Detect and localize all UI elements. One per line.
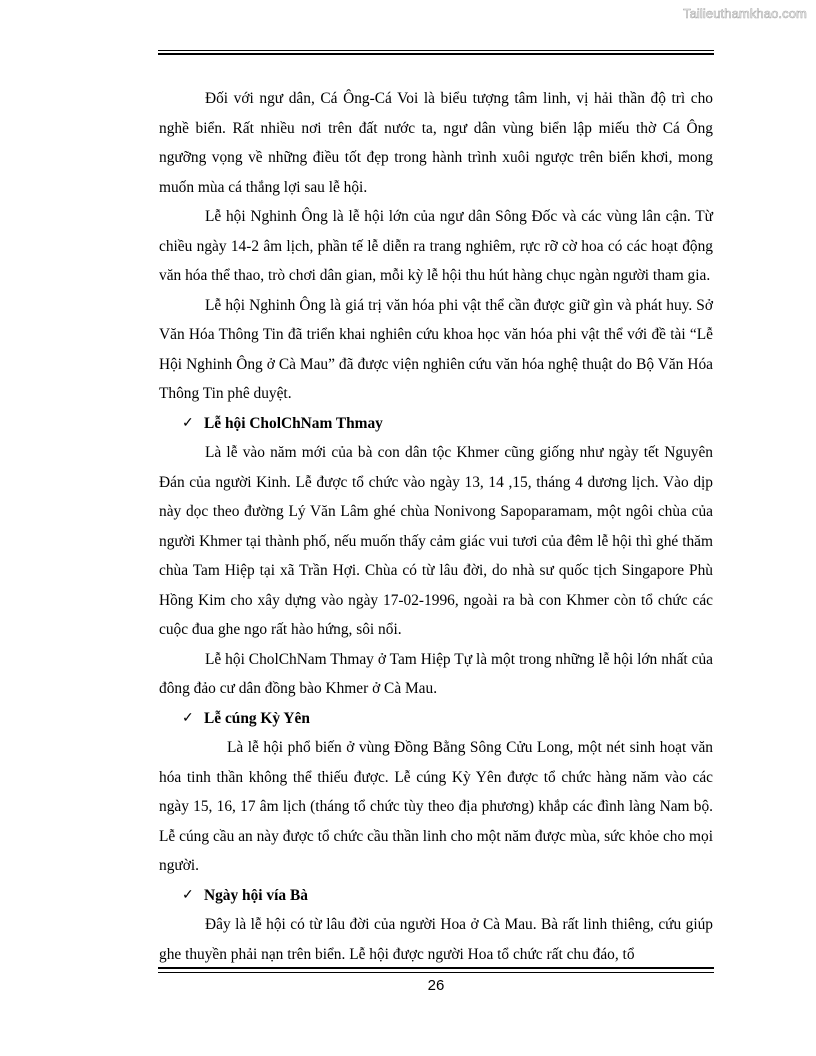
section-heading [159, 704, 713, 734]
page-body [159, 84, 713, 969]
paragraph: Là lễ vào năm mới của bà con dân tộc Khmer cũng giống như ngày tết Nguyên Đán của người Kinh. Lễ được tổ chức vào ngày 13, 14 ,15, tháng 4 dương lịch. Vào dịp này dọc theo đường Lý Văn Lâm ghé chùa Nonivong Sapoparamam, một ngôi chùa của người Khmer tại thành phố, nếu muốn thấy cảm giác vui tươi của đêm lễ hội thì ghé thăm chùa Tam Hiệp tại xã Trần Hợi. Chùa có từ lâu đời, do nhà sư quốc tịch Singapore Phù Hồng Kim cho xây dựng vào ngày 17-02-1996, ngoài ra bà con Khmer còn tổ chức các cuộc đua ghe ngo rất hào hứng, sôi nổi. [159, 444, 713, 638]
section-heading [159, 409, 713, 439]
paragraph: Lễ hội CholChNam Thmay ở Tam Hiệp Tự là một trong những lễ hội lớn nhất của đông đảo cư dân đồng bào Khmer ở Cà Mau. [159, 650, 713, 697]
checkmark-icon: ✓ [182, 415, 194, 431]
section-heading-text: Lễ cúng Kỳ Yên [204, 709, 310, 727]
paragraph: Lễ hội Nghinh Ông là giá trị văn hóa phi vật thể cần được giữ gìn và phát huy. Sở Văn Hóa Thông Tin đã triển khai nghiên cứu khoa học văn hóa phi vật thể với đề tài “Lễ Hội Nghinh Ông ở Cà Mau” đã được viện nghiên cứu văn hóa nghệ thuật do Bộ Văn Hóa Thông Tin phê duyệt. [159, 296, 713, 402]
paragraph: Là lễ hội phổ biến ở vùng Đồng Bằng Sông Cửu Long, một nét sinh hoạt văn hóa tinh thần không thể thiếu được. Lễ cúng Kỳ Yên được tổ chức hàng năm vào các ngày 15, 16, 17 âm lịch (tháng tổ chức tùy theo địa phương) khắp các đình làng Nam bộ. Lễ cúng cầu an này được tổ chức cầu thần linh cho một năm được mùa, sức khỏe cho mọi người. [159, 739, 713, 874]
checkmark-icon: ✓ [182, 887, 194, 903]
paragraph: Đối với ngư dân, Cá Ông-Cá Voi là biểu tượng tâm linh, vị hải thần độ trì cho nghề biển. Rất nhiều nơi trên đất nước ta, ngư dân vùng biển lập miếu thờ Cá Ông ngưỡng vọng về những điều tốt đẹp trong hành trình xuôi ngược trên biển khơi, mong muốn mùa cá thắng lợi sau lễ hội. [159, 90, 713, 196]
paragraph: Đây là lễ hội có từ lâu đời của người Hoa ở Cà Mau. Bà rất linh thiêng, cứu giúp ghe thuyền phải nạn trên biển. Lễ hội được người Hoa tổ chức rất chu đáo, tổ [159, 916, 713, 963]
paragraph: Lễ hội Nghinh Ông là lễ hội lớn của ngư dân Sông Đốc và các vùng lân cận. Từ chiều ngày 14-2 âm lịch, phần tế lễ diễn ra trang nghiêm, rực rỡ cờ hoa có các hoạt động văn hóa thể thao, trò chơi dân gian, mỗi kỳ lễ hội thu hút hàng chục ngàn người tham gia. [159, 208, 713, 284]
watermark: Tailieuthamkhao.com [682, 6, 807, 21]
section-heading-text: Lễ hội CholChNam Thmay [204, 414, 383, 432]
section-heading-text: Ngày hội vía Bà [204, 886, 308, 904]
section-heading [159, 881, 713, 911]
footer-rule [158, 967, 714, 973]
page-number: 26 [427, 977, 445, 994]
header-rule [158, 50, 714, 55]
checkmark-icon: ✓ [182, 710, 194, 726]
